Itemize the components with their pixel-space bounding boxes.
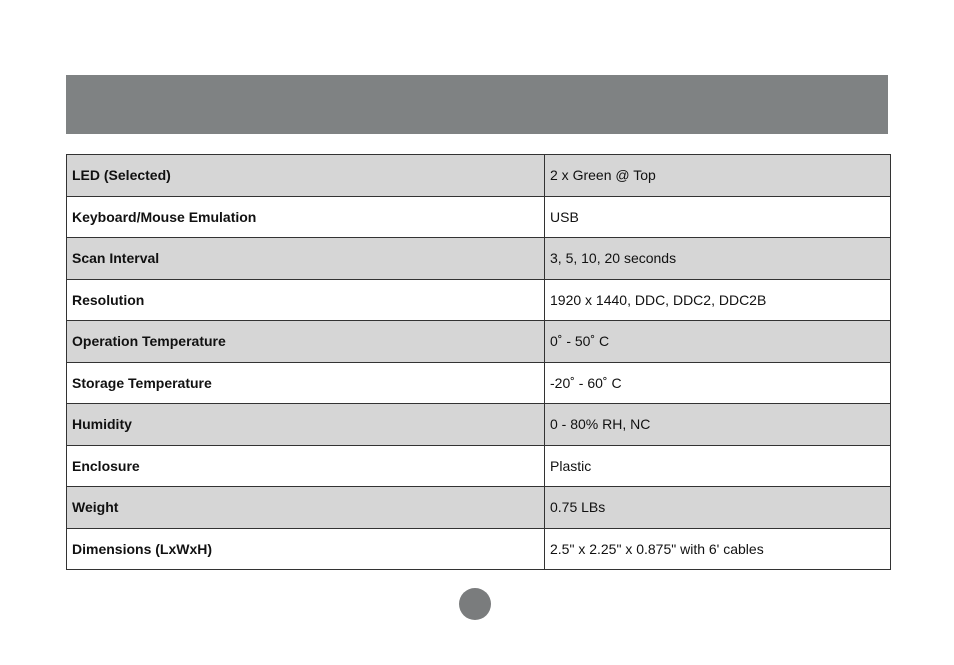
table-row xyxy=(67,404,891,446)
spec-value: 0.75 LBs xyxy=(545,487,891,529)
spec-label: Enclosure xyxy=(67,445,545,487)
spec-label: Resolution xyxy=(67,279,545,321)
spec-value: 3, 5, 10, 20 seconds xyxy=(545,238,891,280)
header-bar xyxy=(66,75,888,134)
spec-label: Storage Temperature xyxy=(67,362,545,404)
spec-value: Plastic xyxy=(545,445,891,487)
table-row xyxy=(67,238,891,280)
spec-value: 0˚ - 50˚ C xyxy=(545,321,891,363)
table-row xyxy=(67,155,891,197)
spec-label: Weight xyxy=(67,487,545,529)
table-row xyxy=(67,362,891,404)
spec-value: -20˚ - 60˚ C xyxy=(545,362,891,404)
spec-value: 0 - 80% RH, NC xyxy=(545,404,891,446)
table-row xyxy=(67,528,891,570)
spec-value: 2.5" x 2.25" x 0.875" with 6' cables xyxy=(545,528,891,570)
table-row xyxy=(67,487,891,529)
spec-label: LED (Selected) xyxy=(67,155,545,197)
spec-label: Humidity xyxy=(67,404,545,446)
spec-label: Dimensions (LxWxH) xyxy=(67,528,545,570)
spec-label: Operation Temperature xyxy=(67,321,545,363)
spec-label: Keyboard/Mouse Emulation xyxy=(67,196,545,238)
table-row xyxy=(67,196,891,238)
table-row xyxy=(67,445,891,487)
spec-label: Scan Interval xyxy=(67,238,545,280)
spec-value: 1920 x 1440, DDC, DDC2, DDC2B xyxy=(545,279,891,321)
page-marker-dot xyxy=(459,588,491,620)
spec-value: 2 x Green @ Top xyxy=(545,155,891,197)
spec-value: USB xyxy=(545,196,891,238)
table-row xyxy=(67,321,891,363)
spec-table xyxy=(66,154,891,570)
table-row xyxy=(67,279,891,321)
